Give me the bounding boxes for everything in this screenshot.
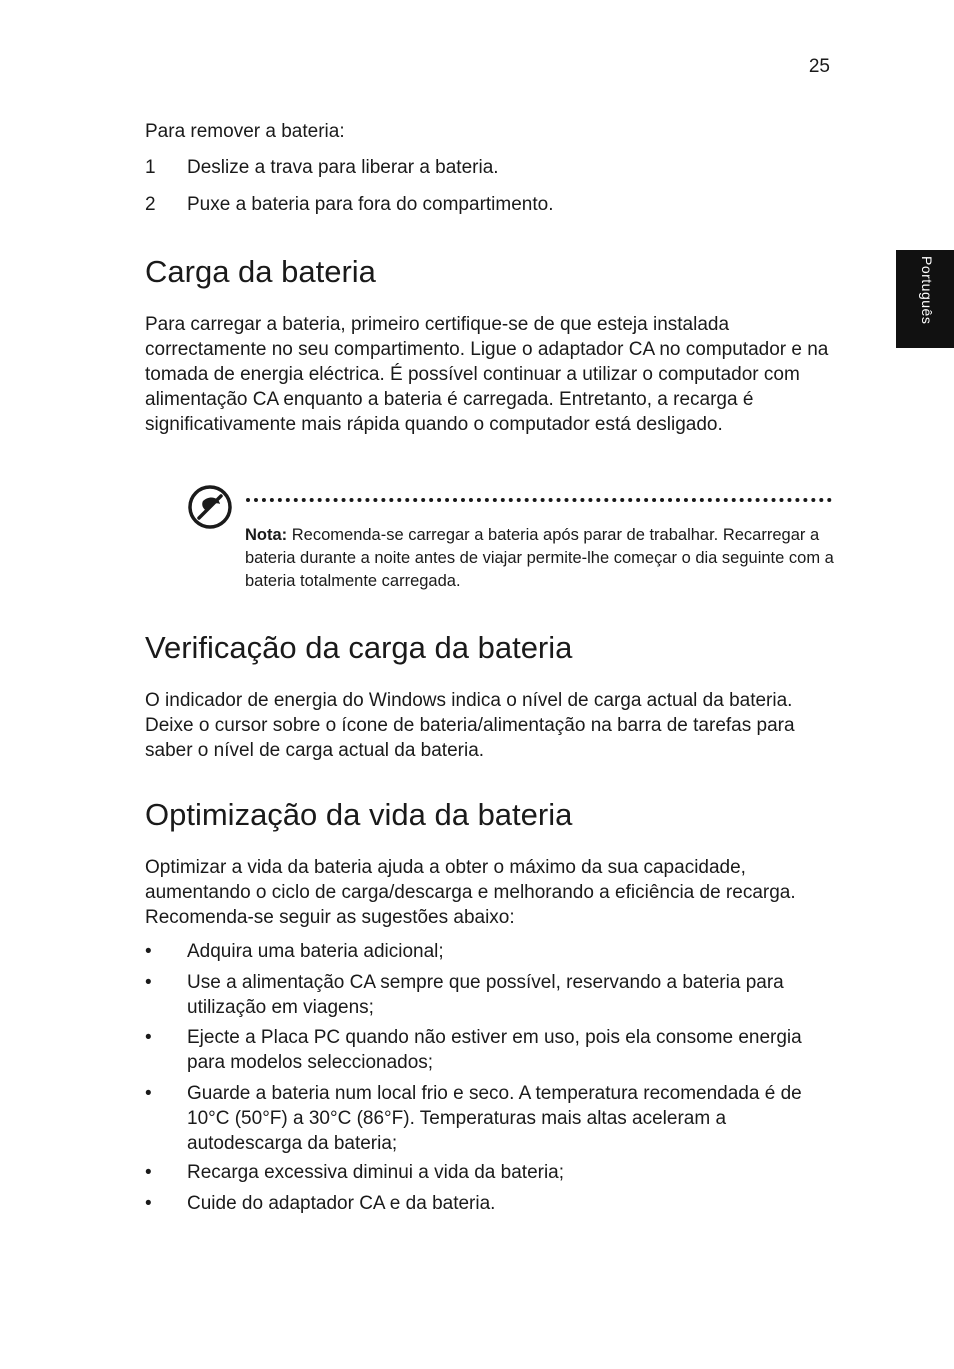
bullet-text: Adquira uma bateria adicional; [187,941,444,962]
bullet-marker: • [145,972,152,993]
section-body-check: O indicador de energia do Windows indica o nível de carga actual da bateria. Deixe o cursor sobre o ícone de bateria/alimentação na barra de tarefas para saber o nível de carga actual da bateria. [145,690,795,761]
section-title-optimize: Optimização da vida da bateria [145,797,573,832]
bullet-marker: • [145,941,152,962]
note-label: Nota: [245,526,288,544]
note-icon [187,484,233,530]
step-number: 1 [145,157,156,178]
section-body-optimize: Optimizar a vida da bateria ajuda a obter o máximo da sua capacidade, aumentando o ciclo de carga/descarga e melhorando a eficiência de recarga. Recomenda-se seguir as sugestões abaixo: [145,857,796,928]
bullet-text: Use a alimentação CA sempre que possível, reservando a bateria para utilização em viagens; [187,972,784,1018]
bullet-text: Cuide do adaptador CA e da bateria. [187,1193,496,1214]
intro-text: Para remover a bateria: [145,121,345,142]
language-tab [896,250,954,348]
step-text: Puxe a bateria para fora do compartimento. [187,194,554,215]
note-divider [246,498,832,502]
bullet-text: Recarga excessiva diminui a vida da bateria; [187,1162,565,1183]
note-text [245,524,835,593]
bullet-text: Ejecte a Placa PC quando não estiver em uso, pois ela consome energia para modelos seleccionados; [187,1027,802,1073]
section-title-check: Verificação da carga da bateria [145,630,573,665]
page-number: 25 [808,56,830,77]
bullet-marker: • [145,1193,152,1214]
bullet-marker: • [145,1083,152,1104]
bullet-marker: • [145,1027,152,1048]
language-tab-label: Português [919,256,935,325]
bullet-marker: • [145,1162,152,1183]
section-title-charge: Carga da bateria [145,254,376,289]
section-body-charge: Para carregar a bateria, primeiro certifique-se de que esteja instalada correctamente no seu compartimento. Ligue o adaptador CA no computador e na tomada de energia eléctrica. É possível continuar a utilizar o computador com alimentação CA enquanto a bateria é carregada. Entretanto, a recarga é significativamente mais rápida quando o computador está desligado. [145,314,829,435]
step-number: 2 [145,194,156,215]
bullet-text: Guarde a bateria num local frio e seco. A temperatura recomendada é de 10°C (50°F) a 30°C (86°F). Temperaturas mais altas aceleram a autodescarga da bateria; [187,1083,802,1154]
note-body: Recomenda-se carregar a bateria após parar de trabalhar. Recarregar a bateria durante a noite antes de viajar permite-lhe começar o dia seguinte com a bateria totalmente carregada. [245,526,834,590]
step-text: Deslize a trava para liberar a bateria. [187,157,499,178]
